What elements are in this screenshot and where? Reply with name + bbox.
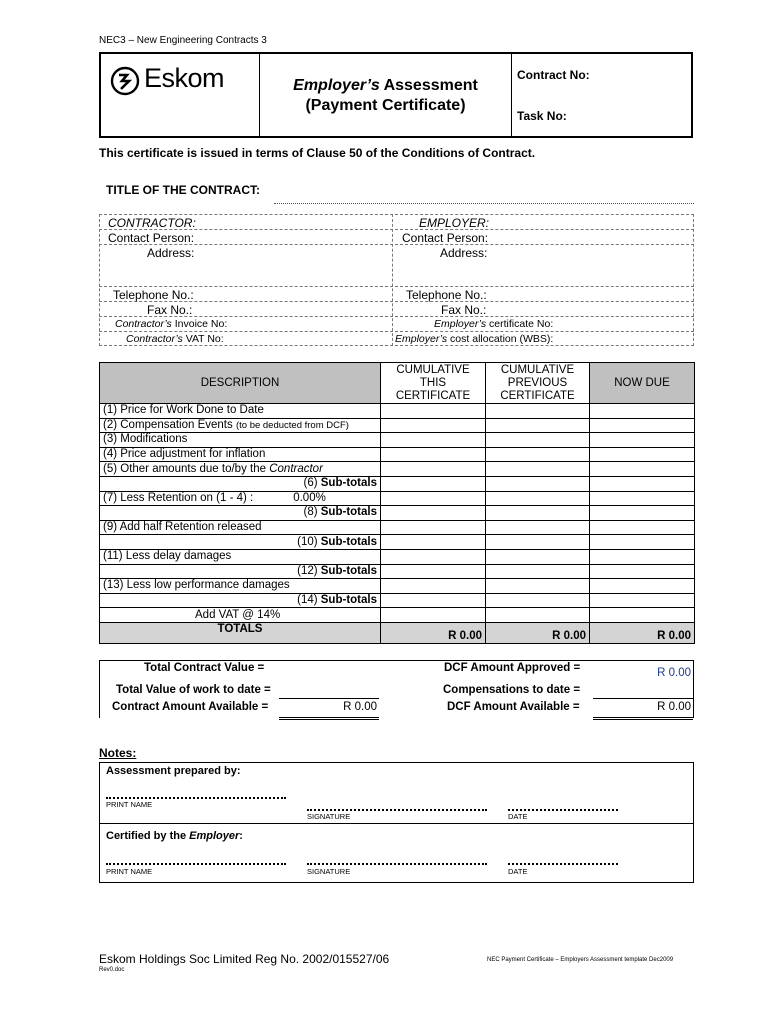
contractor-contact-label: Contact Person:	[108, 231, 195, 245]
clause-text: This certificate is issued in terms of Clause 50 of the Conditions of Contract.	[99, 146, 536, 160]
employer-heading: EMPLOYER:	[419, 216, 490, 230]
contractor-address-label: Address:	[147, 246, 195, 260]
prepared-print-name-line[interactable]	[106, 797, 286, 799]
footer-file: Rev0.doc	[99, 967, 125, 973]
summary-block	[99, 660, 694, 718]
totals-row: TOTALS R 0.00 R 0.00 R 0.00	[100, 622, 695, 643]
task-no-label: Task No:	[517, 109, 567, 123]
prepared-by-label: Assessment prepared by:	[106, 765, 241, 777]
certified-print-name-line[interactable]	[106, 863, 286, 865]
contractor-telephone-label: Telephone No.:	[113, 288, 194, 302]
certified-signature-line[interactable]	[307, 863, 487, 865]
contractor-invoice-label: Contractor’s Invoice No:	[115, 318, 228, 330]
dcf-approved-value: R 0.00	[657, 667, 691, 679]
table-row: (6) Sub-totals	[100, 476, 695, 491]
table-row: (12) Sub-totals	[100, 564, 695, 579]
contract-title-field[interactable]	[274, 203, 694, 204]
header-cumulative-this: CUMULATIVE THIS CERTIFICATE	[381, 363, 486, 404]
employer-telephone-label: Telephone No.:	[406, 288, 487, 302]
footer-template: NEC Payment Certificate – Employers Assessment template Dec2009	[487, 957, 674, 963]
title-block	[99, 52, 693, 138]
dcf-available-value: R 0.00	[657, 701, 691, 713]
table-row: (8) Sub-totals	[100, 506, 695, 521]
parties-block	[99, 214, 694, 346]
assessment-table	[99, 362, 695, 644]
contract-amount-available-label: Contract Amount Available =	[112, 701, 269, 713]
notes-label: Notes:	[99, 746, 137, 760]
employer-wbs-label: Employer’s cost allocation (WBS):	[395, 333, 554, 345]
table-row: (5) Other amounts due to/by the Contractor	[100, 462, 695, 477]
header-description: DESCRIPTION	[100, 363, 381, 404]
certified-by-label: Certified by the Employer:	[106, 830, 243, 842]
footer-company: Eskom Holdings Soc Limited Reg No. 2002/015527/06	[99, 952, 390, 966]
contractor-heading: CONTRACTOR:	[108, 216, 196, 230]
header-cumulative-previous: CUMULATIVE PREVIOUS CERTIFICATE	[486, 363, 590, 404]
prepared-signature-line[interactable]	[307, 809, 487, 811]
title-divider-right	[511, 54, 512, 138]
contract-no-label: Contract No:	[517, 68, 590, 82]
contract-amount-value: R 0.00	[343, 701, 377, 713]
document-title: Employer’s Assessment (Payment Certificate)	[293, 77, 478, 114]
table-row: (11) Less delay damages	[100, 549, 695, 564]
total-now-due: R 0.00	[590, 622, 695, 643]
total-previous: R 0.00	[486, 622, 590, 643]
contract-title-label: TITLE OF THE CONTRACT:	[106, 183, 260, 197]
table-row: (9) Add half Retention released	[100, 520, 695, 535]
table-row: (7) Less Retention on (1 - 4) : 0.00%	[100, 491, 695, 506]
table-row: (4) Price adjustment for inflation	[100, 447, 695, 462]
table-row: (13) Less low performance damages	[100, 579, 695, 594]
table-row: (2) Compensation Events (to be deducted from DCF)	[100, 418, 695, 433]
header-now-due: NOW DUE	[590, 363, 695, 404]
table-row: (10) Sub-totals	[100, 535, 695, 550]
employer-cert-label: Employer’s certificate No:	[434, 318, 554, 330]
table-header-row	[100, 363, 695, 404]
dcf-approved-label: DCF Amount Approved =	[444, 662, 581, 674]
table-row: (14) Sub-totals	[100, 593, 695, 608]
logo-text: Eskom	[144, 63, 225, 93]
table-row: (1) Price for Work Done to Date	[100, 404, 695, 419]
page-header: NEC3 – New Engineering Contracts 3	[99, 35, 267, 46]
total-value-work-label: Total Value of work to date =	[116, 684, 271, 696]
employer-address-label: Address:	[440, 246, 488, 260]
total-contract-value-label: Total Contract Value =	[144, 662, 265, 674]
total-this: R 0.00	[381, 622, 486, 643]
contractor-fax-label: Fax No.:	[147, 303, 193, 317]
table-row: (3) Modifications	[100, 433, 695, 448]
certified-date-line[interactable]	[508, 863, 618, 865]
employer-fax-label: Fax No.:	[441, 303, 487, 317]
contractor-vat-label: Contractor’s VAT No:	[126, 333, 224, 345]
employer-contact-label: Contact Person:	[402, 231, 489, 245]
prepared-date-line[interactable]	[508, 809, 618, 811]
compensations-label: Compensations to date =	[443, 684, 581, 696]
eskom-logo-icon	[110, 66, 140, 96]
eskom-logo	[110, 63, 225, 101]
table-row: Add VAT @ 14%	[100, 608, 695, 623]
dcf-available-label: DCF Amount Available =	[447, 701, 580, 713]
notes-box: Assessment prepared by: PRINT NAME SIGNATURE DATE Certified by the Employer: PRINT NAME SIGNATURE DATE	[99, 762, 694, 883]
